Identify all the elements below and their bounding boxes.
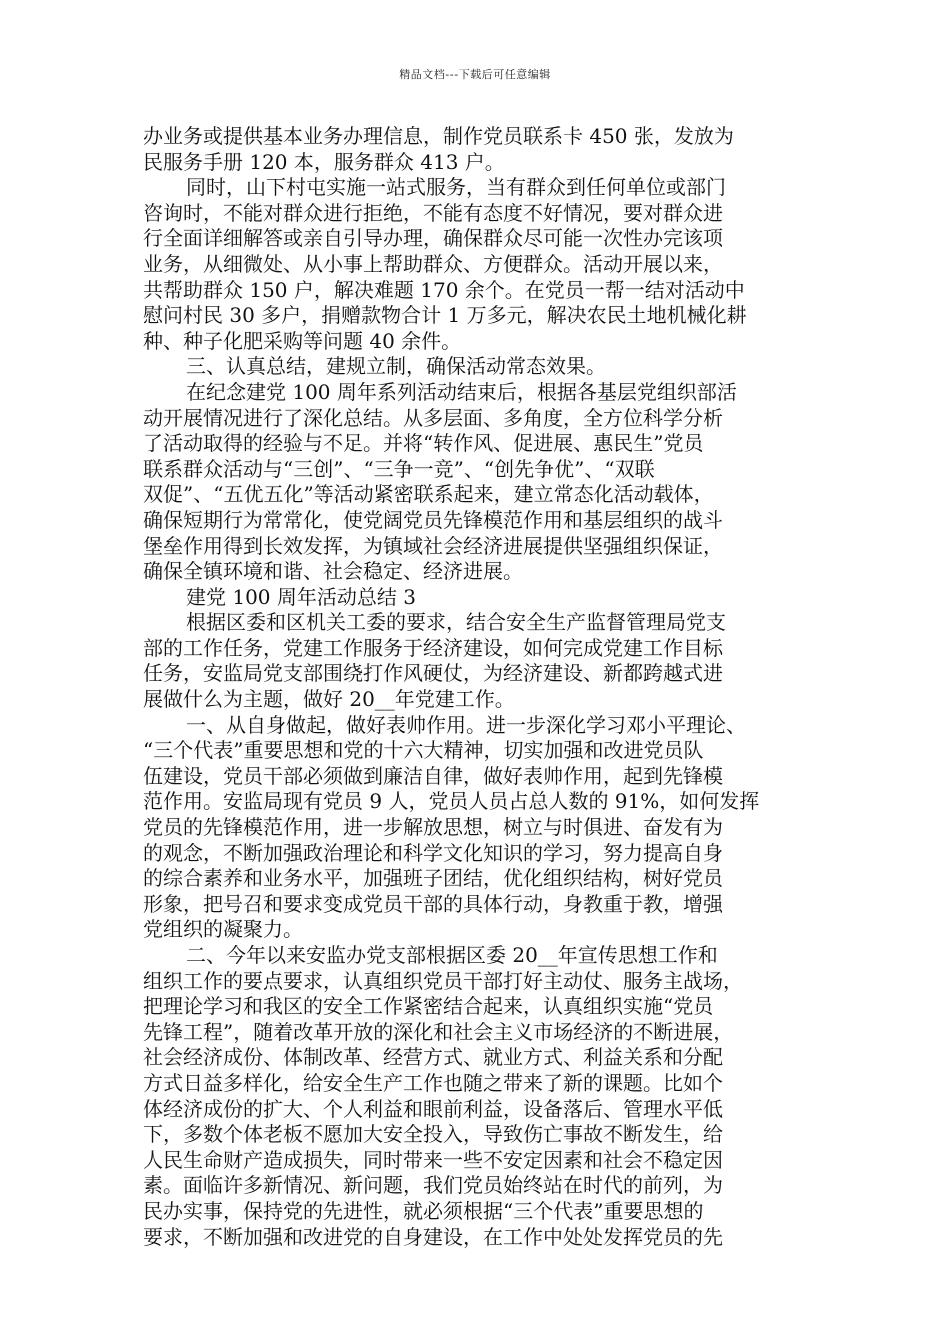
text-line: 组织工作的要点要求，认真组织党员干部打好主动仗、服务主战场， [143, 968, 743, 993]
text-line: 方式日益多样化，给安全生产工作也随之带来了新的课题。比如个 [143, 1070, 723, 1095]
text-line: 党员的先锋模范作用，进一步解放思想，树立与时俱进、奋发有为 [143, 815, 723, 840]
text-line: 同时，山下村屯实施一站式服务，当有群众到任何单位或部门 [186, 175, 726, 200]
text-line: 下，多数个体老板不愿加大安全投入，导致伤亡事故不断发生，给 [143, 1122, 723, 1147]
text-line: 办业务或提供基本业务办理信息，制作党员联系卡 450 张，发放为 [143, 124, 734, 148]
text-line: 素。面临许多新情况、新问题，我们党员始终站在时代的前列，为 [143, 1173, 723, 1198]
text-line: 任务，安监局党支部围绕打作风硬仗，为经济建设、新都跨越式进 [143, 661, 723, 686]
text-line: 把理论学习和我区的安全工作紧密结合起来，认真组织实施“党员 [143, 994, 714, 1019]
text-line: 要求，不断加强和改进党的自身建设，在工作中处处发挥党员的先 [143, 1224, 723, 1249]
text-line: 部的工作任务，党建工作服务于经济建设，如何完成党建工作目标 [143, 635, 723, 660]
text-line: 慰问村民 30 多户，捐赠款物合计 1 万多元，解决农民土地机械化耕 [143, 303, 747, 328]
text-line: 种、种子化肥采购等问题 40 余件。 [143, 328, 462, 353]
text-line: 伍建设，党员干部必须做到廉洁自律，做好表帅作用，起到先锋模 [143, 763, 723, 788]
text-line: 动开展情况进行了深化总结。从多层面、多角度，全方位科学分析 [143, 405, 723, 430]
text-line: 三、认真总结，建规立制，确保活动常态效果。 [186, 354, 606, 379]
text-line: 在纪念建党 100 周年系列活动结束后，根据各基层党组织部活 [186, 379, 737, 404]
text-line: 人民生命财产造成损失，同时带来一些不安定因素和社会不稳定因 [143, 1147, 723, 1172]
text-line: 堡垒作用得到长效发挥，为镇域社会经济进展提供坚强组织保证， [143, 533, 723, 558]
text-line: 民服务手册 120 本，服务群众 413 户。 [143, 149, 505, 174]
text-line: 民办实事，保持党的先进性，就必须根据“三个代表”重要思想的 [143, 1198, 704, 1223]
text-line: 咨询时，不能对群众进行拒绝，不能有态度不好情况，要对群众进 [143, 200, 723, 225]
text-line: 形象，把号召和要求变成党员干部的具体行动，身教重于教，增强 [143, 891, 723, 916]
text-line: 的综合素养和业务水平，加强班子团结，优化组织结构，树好党员 [143, 866, 723, 891]
text-line: 社会经济成份、体制改革、经营方式、就业方式、利益关系和分配 [143, 1045, 723, 1070]
text-line: 展做什么为主题，做好 20__年党建工作。 [143, 687, 515, 712]
text-line: 根据区委和区机关工委的要求，结合安全生产监督管理局党支 [186, 610, 726, 635]
text-line: 二、今年以来安监办党支部根据区委 20__年宣传思想工作和 [186, 943, 718, 967]
text-line: 联系群众活动与“三创”、“三争一竞”、“创先争优”、“双联 [143, 456, 655, 481]
text-line: 共帮助群众 150 户，解决难题 170 余个。在党员一帮一结对活动中 [143, 277, 745, 302]
text-line: 业务，从细微处、从小事上帮助群众、方便群众。活动开展以来， [143, 251, 723, 276]
text-line: 党组织的凝聚力。 [143, 917, 303, 942]
text-line: 体经济成份的扩大、个人利益和眼前利益，设备落后、管理水平低 [143, 1096, 723, 1121]
page-header: 精品文档---下载后可任意编辑 [399, 68, 551, 81]
text-line: 建党 100 周年活动总结 3 [186, 584, 416, 609]
text-line: 先锋工程”，随着改革开放的深化和社会主义市场经济的不断进展， [143, 1019, 734, 1044]
text-line: 确保全镇环境和谐、社会稳定、经济进展。 [143, 559, 523, 584]
document-body [143, 124, 823, 1250]
text-line: 双促”、“五优五化”等活动紧密联系起来，建立常态化活动载体， [143, 482, 714, 507]
text-line: 行全面详细解答或亲自引导办理，确保群众尽可能一次性办完该项 [143, 226, 723, 251]
text-line: 一、从自身做起，做好表帅作用。进一步深化学习邓小平理论、 [186, 712, 746, 737]
text-line: 的观念，不断加强政治理论和科学文化知识的学习，努力提高自身 [143, 840, 723, 865]
text-line: 确保短期行为常常化，使党阔党员先锋模范作用和基层组织的战斗 [143, 507, 723, 532]
text-line: “三个代表”重要思想和党的十六大精神，切实加强和改进党员队 [143, 738, 704, 763]
text-line: 范作用。安监局现有党员 9 人，党员人员占总人数的 91%，如何发挥 [143, 789, 760, 814]
text-line: 了活动取得的经验与不足。并将“转作风、促进展、惠民生”党员 [143, 431, 704, 456]
